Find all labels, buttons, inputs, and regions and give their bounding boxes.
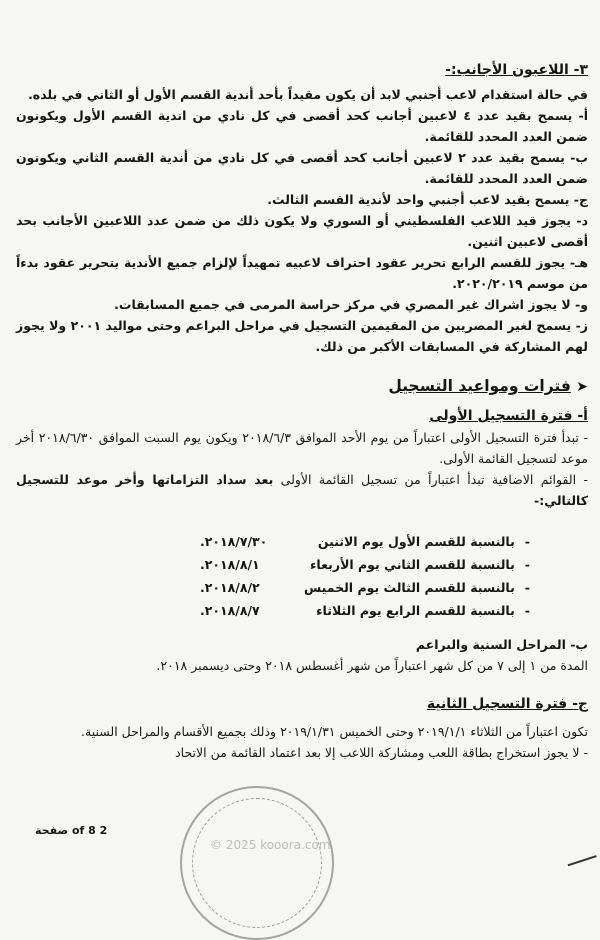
first-period-block (16, 406, 588, 511)
schedule-label: بالنسبة للقسم الأول يوم الاثنين (317, 534, 515, 549)
deadline-schedule (200, 530, 530, 622)
first-period-p2-normal: - القوائم الاضافية تبدأ اعتباراً من تسجيل القائمة الأولى (273, 472, 588, 487)
second-period-heading: ج- فترة التسجيل الثانية (426, 696, 588, 712)
schedule-label: بالنسبة للقسم الثالث يوم الخميس (303, 580, 515, 595)
first-period-p2-bold: بعد سداد التزاماتها وأخر موعد للتسجيل كالتالي:- (16, 472, 588, 508)
section3-heading: ٣- اللاعبون الأجانب:- (445, 62, 588, 78)
juniors-block (16, 634, 588, 676)
first-period-p1: - تبدأ فترة التسجيل الأولى اعتباراً من يوم الأحد الموافق ٢٠١٨/٦/٣ ويكون يوم السبت الموافق ٢٠١٨/٦/٣٠ أخر موعد لتسجيل القائمة الأولى. (16, 430, 588, 466)
section3-item-d: د- يجوز قيد اللاعب الفلسطيني أو السوري ولا يكون ذلك من ضمن عدد اللاعبين الأجانب بحد أقصى لاعبين اثنين. (16, 213, 588, 249)
section3-item-a: أ- يسمح بقيد عدد ٤ لاعبين أجانب كحد أقصى في كل نادي من اندية القسم الأول ويكونون ضمن العدد المحدد للقائمة. (16, 108, 588, 144)
juniors-heading: ب- المراحل السنية والبراعم (415, 637, 588, 652)
schedule-label: بالنسبة للقسم الرابع يوم الثلاثاء (316, 603, 515, 618)
section3-item-b: ب- يسمح بقيد عدد ٢ لاعبين أجانب كحد أقصى في كل نادي من أندية القسم الثاني ويكونون ضمن العدد المحدد للقائمة. (16, 150, 588, 186)
section3-body (16, 84, 588, 357)
official-stamp (180, 786, 334, 940)
schedule-date: ٢٠١٨/٨/٧. (200, 603, 260, 618)
arrow-bullet-icon: ➤ (576, 379, 588, 395)
page-number: 2 of 8 صفحة (35, 824, 108, 837)
second-period-p2: - لا يجوز استخراج بطاقة اللعب ومشاركة اللاعب إلا بعد اعتماد القائمة من الاتحاد (175, 745, 588, 760)
schedule-row: - بالنسبة للقسم الرابع يوم الثلاثاء ٢٠١٨/٨/٧. (200, 603, 530, 618)
section3-intro: في حالة استقدام لاعب أجنبي لابد أن يكون مقيداً بأحد أندية القسم الأول أو الثاني في بلده. (28, 87, 588, 102)
schedule-row: - بالنسبة للقسم الثاني يوم الأربعاء ٢٠١٨/٨/١. (200, 557, 530, 572)
periods-heading-row (16, 376, 588, 398)
juniors-text: المدة من ١ إلى ٧ من كل شهر اعتباراً من شهر أغسطس ٢٠١٨ وحتى ديسمبر ٢٠١٨. (156, 658, 588, 673)
first-period-heading: أ- فترة التسجيل الأولى (429, 408, 588, 424)
schedule-row: - بالنسبة للقسم الأول يوم الاثنين ٢٠١٨/٧/٣٠. (200, 534, 530, 549)
section3-item-c: ج- يسمح بقيد لاعب أجنبي واحد لأندية القسم الثالث. (267, 192, 588, 207)
second-period-p1: تكون اعتباراً من الثلاثاء ٢٠١٩/١/١ وحتى الخميس ٢٠١٩/١/٣١ وذلك بجميع الأقسام والمراحل السنية. (81, 724, 588, 739)
schedule-row: - بالنسبة للقسم الثالث يوم الخميس ٢٠١٨/٨/٢. (200, 580, 530, 595)
schedule-date: ٢٠١٨/٧/٣٠. (200, 534, 268, 549)
schedule-label: بالنسبة للقسم الثاني يوم الأربعاء (310, 557, 515, 572)
periods-heading: فترات ومواعيد التسجيل (388, 377, 571, 395)
section3-item-g: ز- يسمح لغير المصريين من المقيمين التسجيل في مراحل البراعم وحتى مواليد ٢٠٠١ ولا يجوز لهم المشاركة في المسابقات الأكبر من ذلك. (16, 318, 588, 354)
schedule-date: ٢٠١٨/٨/٢. (200, 580, 260, 595)
schedule-date: ٢٠١٨/٨/١. (200, 557, 260, 572)
second-period-block (16, 694, 588, 763)
section3-item-f: و- لا يجوز اشراك غير المصري في مركز حراسة المرمى في جميع المسابقات. (114, 297, 588, 312)
watermark: © 2025 kooora.com (210, 838, 331, 852)
section3-item-e: هـ- يجوز للقسم الرابع تحرير عقود احتراف لاعبيه تمهيداً لإلزام جميع الأندية بتحرير عقود بدءاً من موسم ٢٠٢٠/٢٠١٩. (16, 255, 588, 291)
section3-block (16, 60, 588, 81)
